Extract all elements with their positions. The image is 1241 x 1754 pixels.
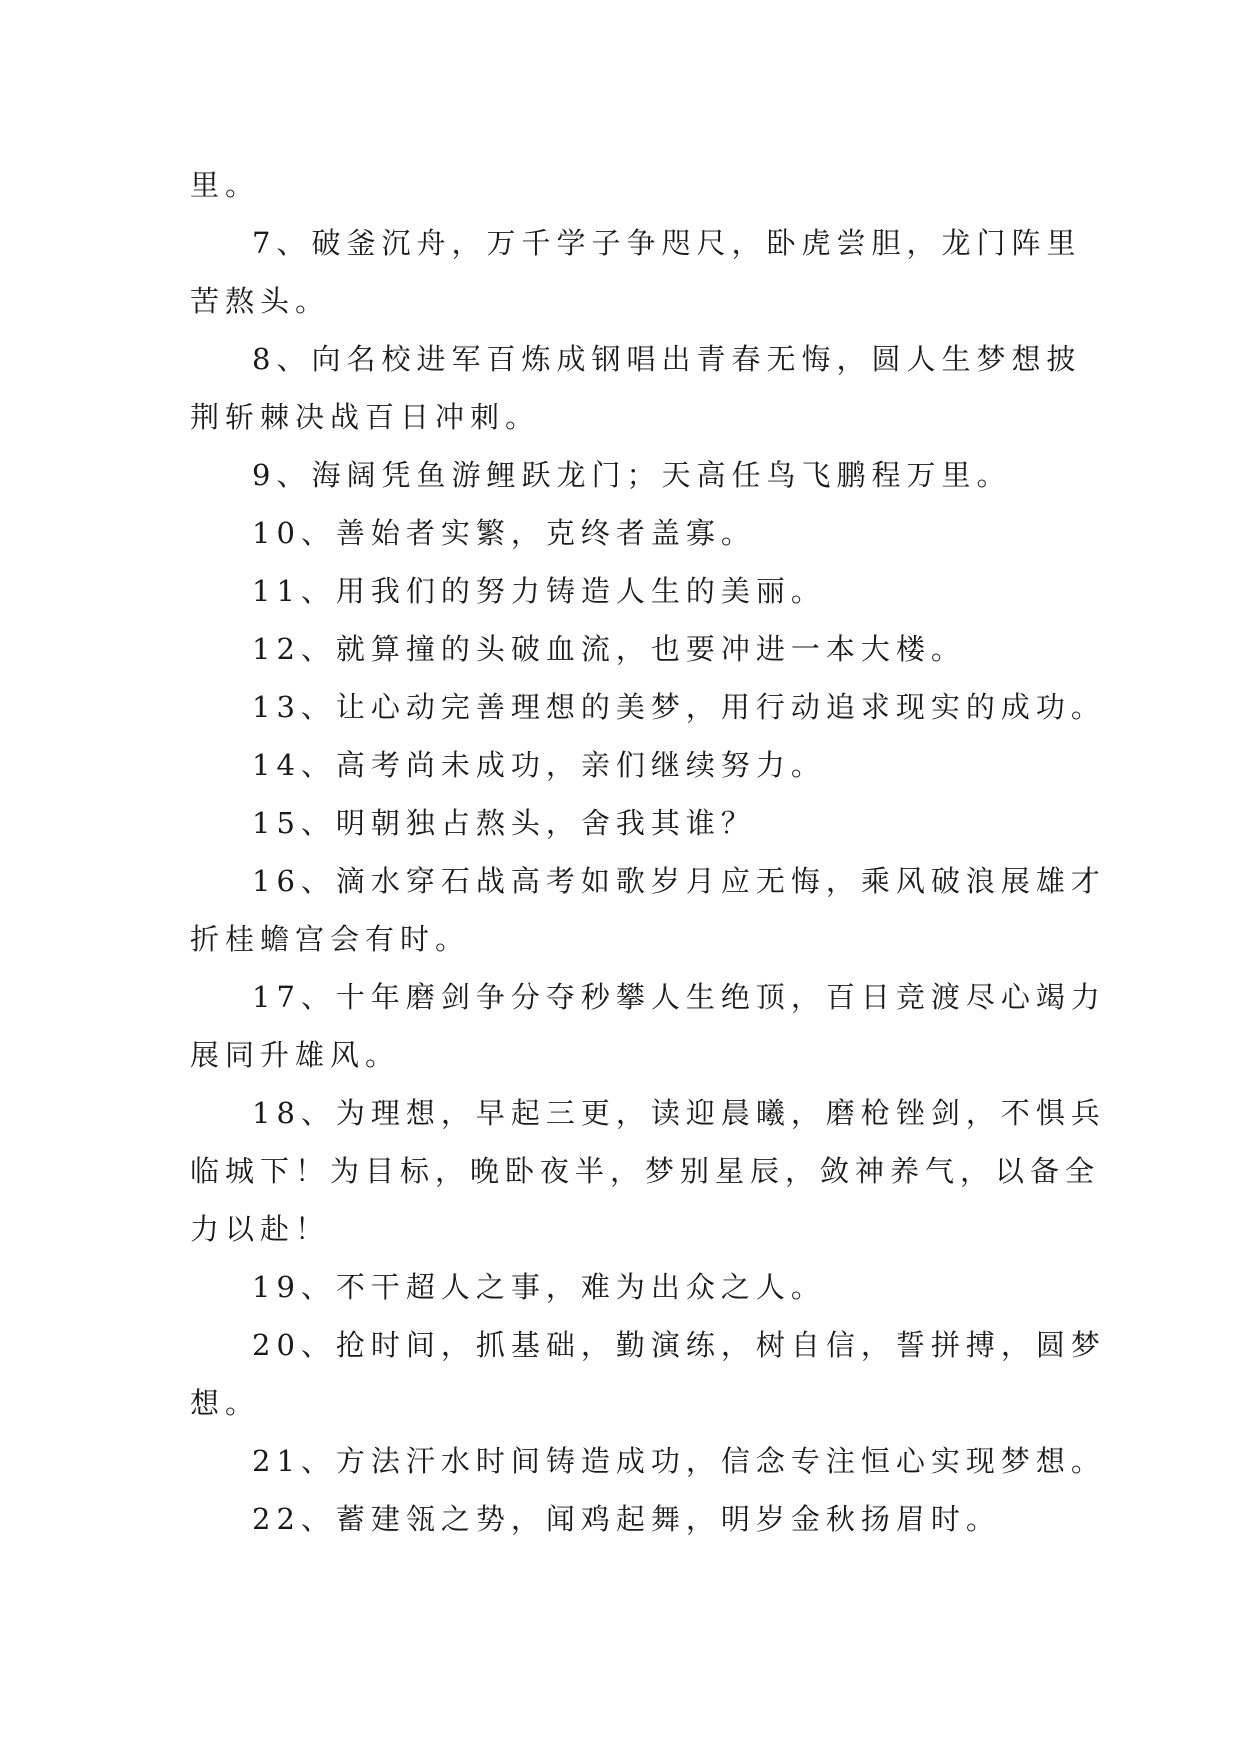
text-line: 9、海阔凭鱼游鲤跃龙门；天高任鸟飞鹏程万里。 [252, 458, 1012, 492]
text-line: 苦熬头。 [190, 284, 331, 318]
text-line: 20、抢时间，抓基础，勤演练，树自信，誓拼搏，圆梦 [252, 1328, 1106, 1362]
text-line: 7、破釜沉舟，万千学子争咫尺，卧虎尝胆，龙门阵里 [252, 226, 1082, 260]
text-line: 临城下！为目标，晚卧夜半，梦别星辰，敛神养气，以备全 [190, 1154, 1101, 1188]
text-line: 21、方法汗水时间铸造成功，信念专注恒心实现梦想。 [252, 1444, 1106, 1478]
text-line: 想。 [190, 1386, 261, 1420]
text-line: 14、高考尚未成功，亲们继续努力。 [252, 748, 826, 782]
text-line: 18、为理想，早起三更，读迎晨曦，磨枪锉剑，不惧兵 [252, 1096, 1106, 1130]
text-line: 里。 [190, 168, 261, 202]
text-line: 16、滴水穿石战高考如歌岁月应无悔，乘风破浪展雄才 [252, 864, 1106, 898]
document-body [190, 156, 1106, 1548]
text-line: 力以赴！ [190, 1212, 331, 1246]
text-line: 11、用我们的努力铸造人生的美丽。 [252, 574, 826, 608]
text-line: 19、不干超人之事，难为出众之人。 [252, 1270, 826, 1304]
text-line: 22、蓄建瓴之势，闻鸡起舞，明岁金秋扬眉时。 [252, 1502, 1001, 1536]
text-line: 17、十年磨剑争分夺秒攀人生绝顶，百日竞渡尽心竭力 [252, 980, 1106, 1014]
text-line: 展同升雄风。 [190, 1038, 401, 1072]
text-line: 荆斩棘决战百日冲刺。 [190, 400, 541, 434]
text-line: 13、让心动完善理想的美梦，用行动追求现实的成功。 [252, 690, 1106, 724]
text-line: 15、明朝独占熬头，舍我其谁？ [252, 806, 756, 840]
text-line: 8、向名校进军百炼成钢唱出青春无悔，圆人生梦想披 [252, 342, 1082, 376]
text-line: 10、善始者实繁，克终者盖寡。 [252, 516, 756, 550]
text-line: 折桂蟾宫会有时。 [190, 922, 471, 956]
text-line: 12、就算撞的头破血流，也要冲进一本大楼。 [252, 632, 966, 666]
